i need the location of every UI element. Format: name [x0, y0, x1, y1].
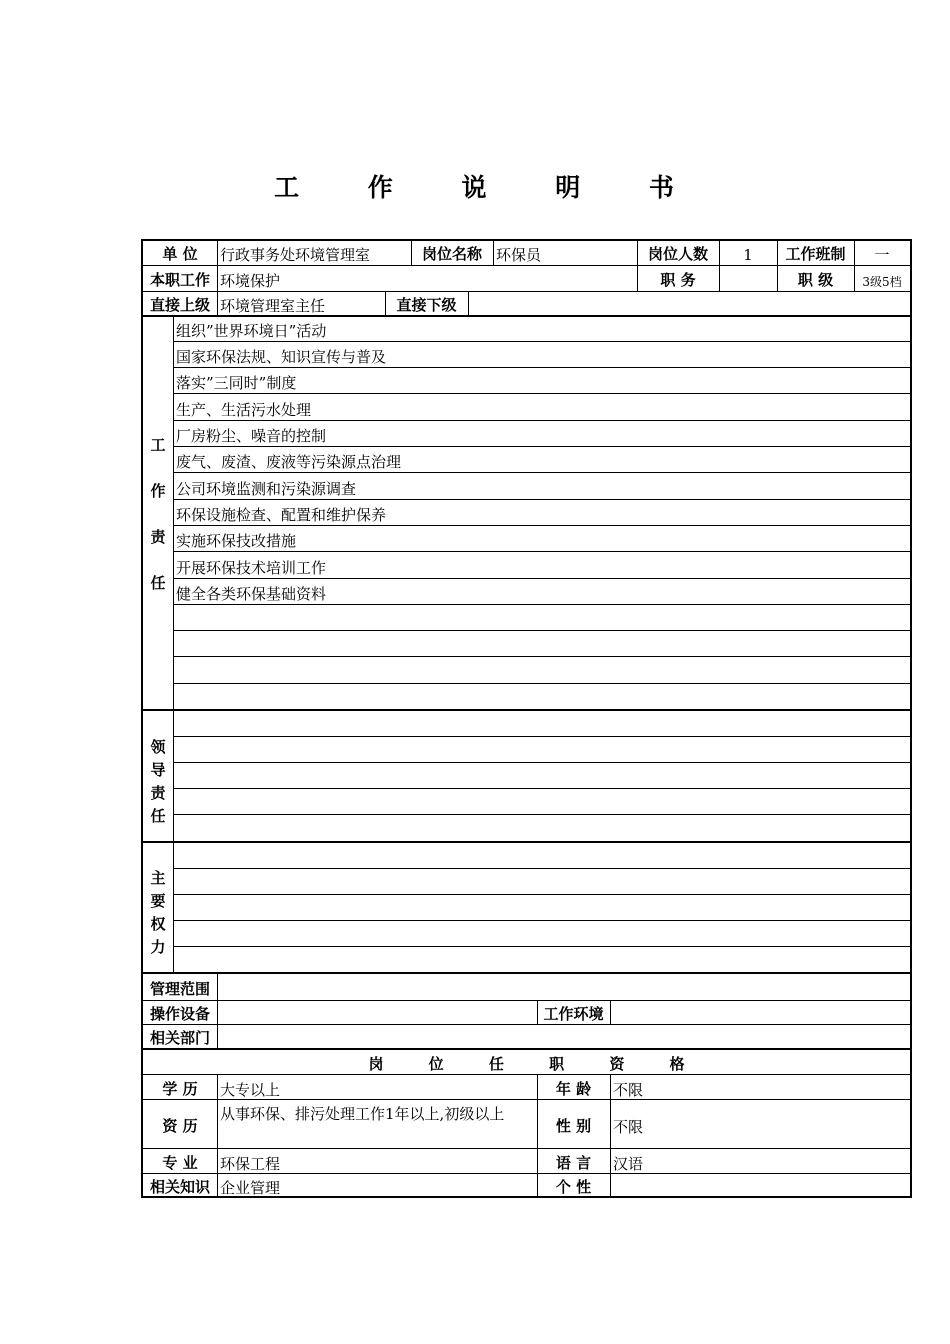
responsibility-item: 组织”世界环境日”活动: [176, 322, 327, 340]
responsibility-item: 实施环保技改措施: [176, 532, 297, 550]
education-value: 大专以上: [220, 1081, 281, 1099]
responsibility-item: 生产、生活污水处理: [176, 401, 312, 419]
unit-value: 行政事务处环境管理室: [220, 246, 371, 264]
unit-label: 单 位: [162, 245, 198, 263]
responsibility-item: 环保设施检查、配置和维护保养: [176, 506, 387, 524]
responsibility-item: 厂房粉尘、噪音的控制: [176, 427, 327, 445]
rank-value: 3级5档: [862, 275, 902, 289]
shift-value: 一: [874, 246, 890, 264]
responsibility-item: 开展环保技术培训工作: [176, 559, 327, 577]
experience-label: 资 历: [162, 1117, 198, 1135]
authority-label: 主 要 权 力: [150, 869, 166, 956]
gender-label: 性 别: [555, 1117, 592, 1135]
headcount-label: 岗位人数: [647, 245, 708, 263]
job-label: 本职工作: [149, 271, 210, 289]
dept-label: 相关部门: [149, 1029, 210, 1047]
knowledge-value: 企业管理: [220, 1179, 281, 1197]
age-value: 不限: [613, 1081, 644, 1099]
superior-label: 直接上级: [149, 296, 210, 314]
post-name-label: 岗位名称: [421, 245, 482, 263]
major-label: 专 业: [162, 1154, 198, 1172]
rank-label: 职 级: [797, 271, 834, 289]
language-label: 语 言: [555, 1154, 592, 1172]
knowledge-label: 相关知识: [149, 1178, 210, 1196]
language-value: 汉语: [613, 1155, 644, 1173]
responsibility-item: 公司环境监测和污染源调查: [176, 480, 357, 498]
headcount-value: 1: [743, 246, 753, 264]
responsibilities-label: 工 作 责 任: [150, 436, 166, 592]
post-name-value: 环保员: [496, 246, 542, 264]
qualifications-heading: 岗 位 任 职 资 格: [368, 1055, 705, 1073]
job-description-form: [141, 239, 912, 1198]
superior-value: 环境管理室主任: [220, 297, 326, 315]
responsibility-item: 废气、废渣、废液等污染源点治理: [176, 453, 402, 471]
personality-label: 个 性: [555, 1178, 592, 1196]
age-label: 年 龄: [555, 1080, 592, 1098]
major-value: 环保工程: [220, 1155, 281, 1173]
subordinate-label: 直接下级: [396, 296, 457, 314]
education-label: 学 历: [162, 1080, 198, 1098]
leadership-label: 领 导 责 任: [150, 738, 166, 825]
scope-label: 管理范围: [149, 980, 210, 998]
duty-label: 职 务: [660, 271, 696, 289]
equipment-label: 操作设备: [149, 1005, 210, 1023]
responsibility-item: 国家环保法规、知识宣传与普及: [176, 348, 387, 366]
responsibility-item: 健全各类环保基础资料: [176, 585, 327, 603]
environment-label: 工作环境: [543, 1005, 604, 1023]
page-title: 工 作 说 明 书: [274, 173, 704, 202]
gender-value: 不限: [613, 1118, 644, 1136]
job-value: 环境保护: [220, 272, 281, 290]
shift-label: 工作班制: [785, 245, 846, 263]
responsibility-item: 落实”三同时”制度: [176, 374, 297, 392]
experience-value: 从事环保、排污处理工作1年以上,初级以上: [220, 1105, 505, 1123]
